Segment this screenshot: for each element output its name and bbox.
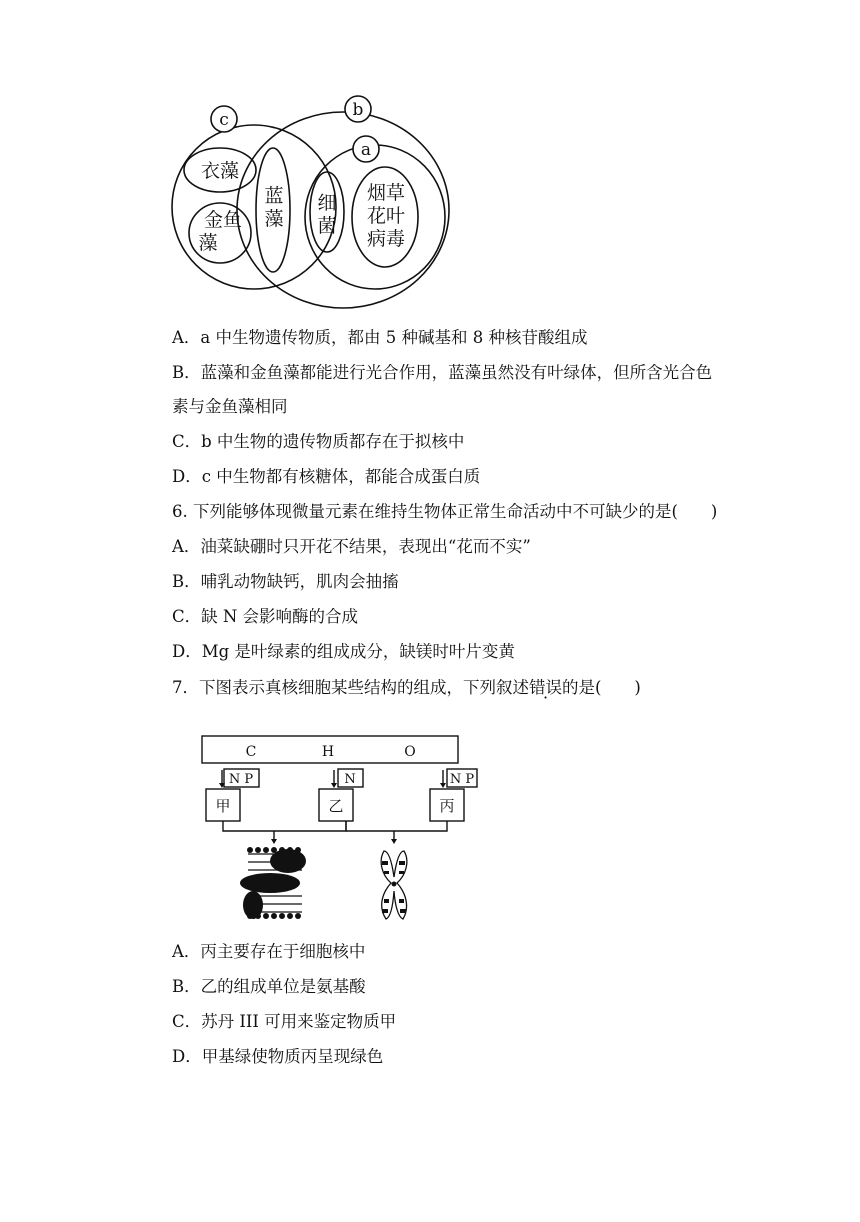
box-jia-label: 甲 [215, 797, 231, 815]
label-jinyuzao-1: 金鱼 [203, 209, 243, 231]
composition-diagram [198, 733, 482, 928]
n-mid-label: N [344, 772, 356, 787]
label-yancao-1: 烟草 [366, 182, 406, 204]
q7-option-b: B．乙的组成单位是氨基酸 [172, 977, 366, 996]
q7-stem [172, 677, 641, 699]
element-o: O [404, 744, 416, 760]
circle-a-label: a [360, 140, 372, 160]
q7-stem-prefix: 7．下图表示真核细胞某些结构的组成，下列叙述 [172, 678, 529, 697]
connector-jia-yi [223, 821, 346, 831]
q5-option-d: D．c 中生物都有核糖体，都能合成蛋白质 [172, 467, 481, 486]
arrow-head-membrane [271, 839, 277, 844]
label-yancao-2: 花叶 [366, 205, 406, 227]
box-yi-label: 乙 [328, 797, 344, 815]
np-right-label: N P [449, 772, 475, 787]
q6-stem: 6. 下列能够体现微量元素在维持生物体正常生命活动中不可缺少的是( ) [172, 502, 718, 521]
q7-stem-suffix: 的是( ) [562, 678, 641, 697]
np-left-label: N P [228, 772, 254, 787]
q7-stem-emphasis: 错误 [529, 678, 562, 697]
q6-option-c: C．缺 N 会影响酶的合成 [172, 607, 359, 626]
q7-option-d: D．甲基绿使物质丙呈现绿色 [172, 1047, 384, 1066]
circle-b-label: b [352, 100, 364, 120]
q7-option-c: C．苏丹 III 可用来鉴定物质甲 [172, 1012, 397, 1031]
q5-option-b-line2: 素与金鱼藻相同 [172, 397, 288, 416]
q6-option-b: B．哺乳动物缺钙，肌肉会抽搐 [172, 572, 399, 591]
q5-option-c: C．b 中生物的遗传物质都存在于拟核中 [172, 432, 465, 451]
venn-diagram [170, 95, 450, 315]
q6-option-a: A．油菜缺硼时只开花不结果，表现出“花而不实” [172, 537, 531, 556]
label-lanzao-1: 蓝 [264, 185, 284, 207]
q5-option-a: A．a 中生物遗传物质，都由 5 种碱基和 8 种核苷酸组成 [172, 328, 588, 347]
element-h: H [321, 744, 335, 760]
label-lanzao-2: 藻 [264, 208, 284, 230]
label-xijun-2: 菌 [317, 215, 337, 237]
label-yancao-3: 病毒 [366, 228, 406, 250]
element-c: C [245, 744, 257, 760]
cell-membrane-illustration [240, 847, 306, 919]
label-yizao: 衣藻 [200, 160, 240, 182]
q5-option-b-line1: B．蓝藻和金鱼藻都能进行光合作用，蓝藻虽然没有叶绿体，但所含光合色 [172, 363, 713, 382]
chromosome-illustration [381, 851, 407, 919]
box-bing-label: 丙 [439, 797, 455, 815]
arrow-head-chromosome [391, 839, 397, 844]
label-jinyuzao-2: 藻 [198, 232, 218, 254]
q7-option-a: A．丙主要存在于细胞核中 [172, 942, 366, 961]
connector-bing [346, 821, 447, 831]
circle-c-label: c [219, 110, 229, 130]
arrow-head-mid-top [331, 783, 337, 788]
label-xijun-1: 细 [317, 192, 337, 214]
arrow-head-right-top [440, 783, 446, 788]
q6-option-d: D．Mg 是叶绿素的组成成分，缺镁时叶片变黄 [172, 642, 515, 661]
